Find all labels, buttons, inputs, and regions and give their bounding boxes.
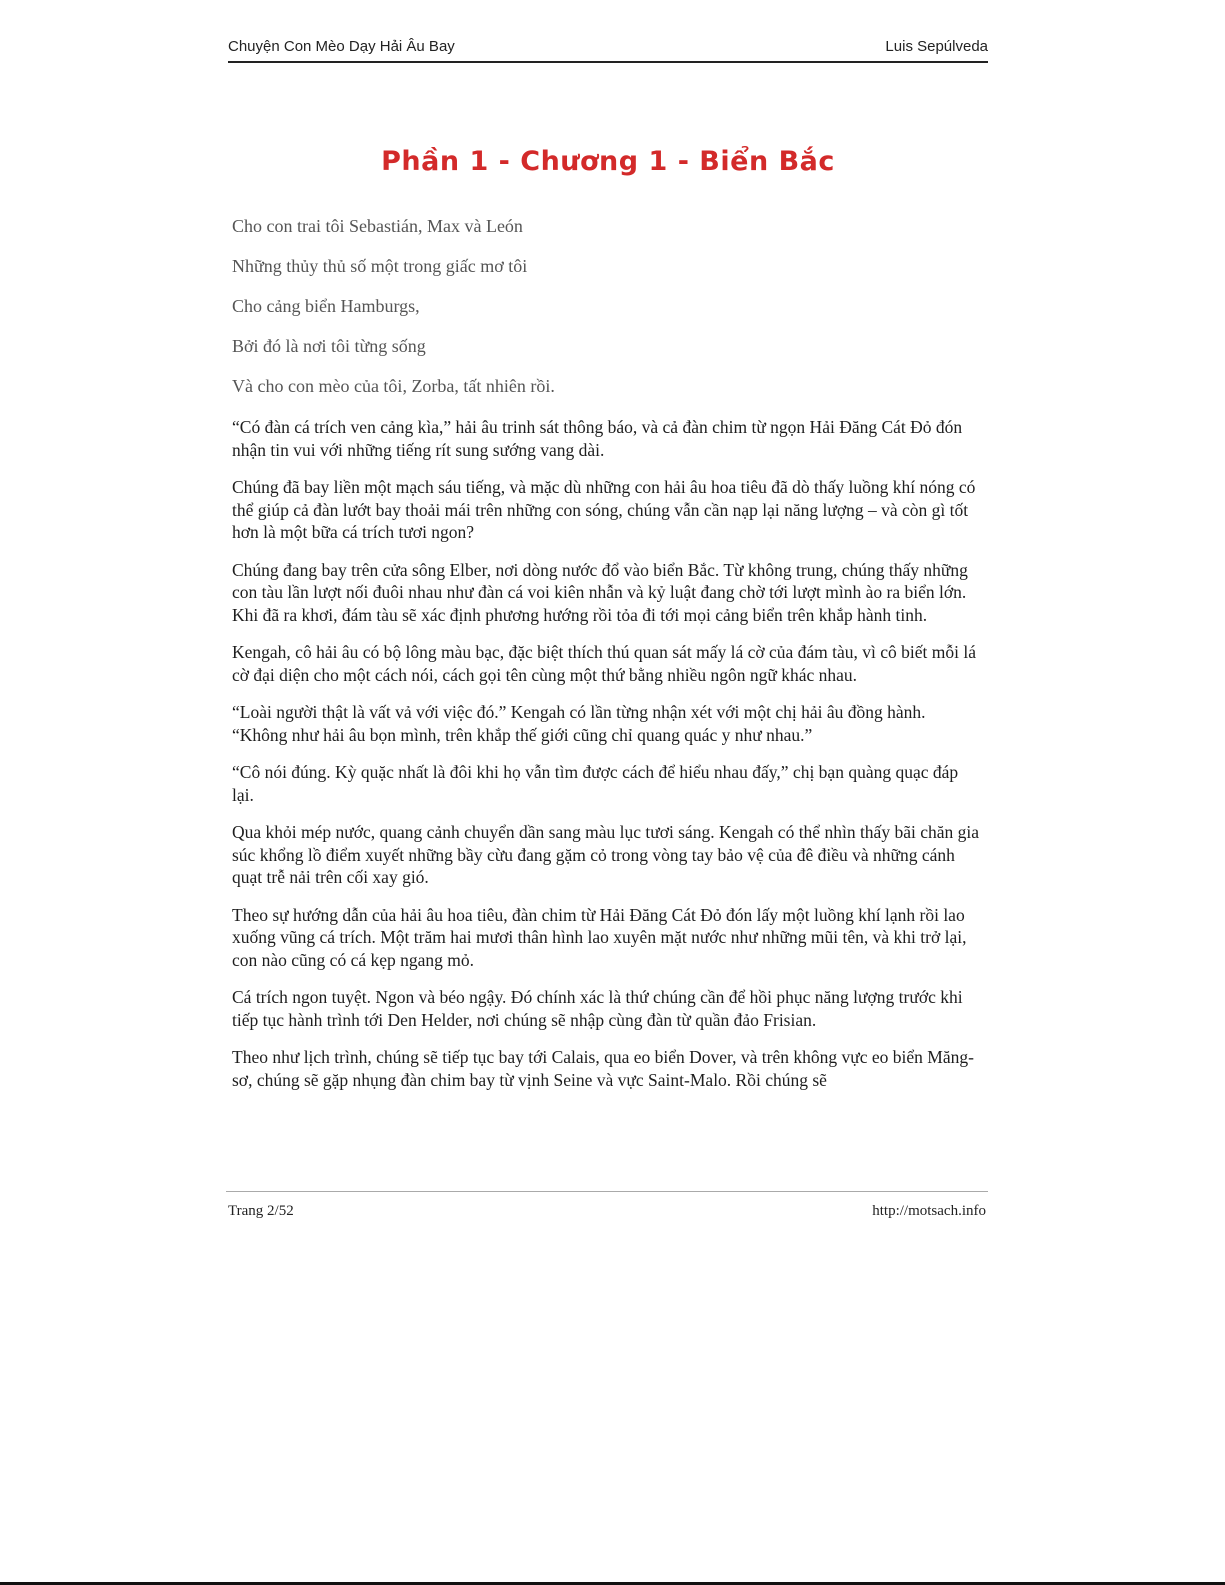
paragraph: Chúng đang bay trên cửa sông Elber, nơi dòng nước đổ vào biển Bắc. Từ không trung, chúng thấy những con tàu lần lượt nối đuôi nhau như đàn cá voi kiên nhẫn và kỷ luật đang chờ tới lượt mình ào ra biển lớn. Khi đã ra khơi, đám tàu sẽ xác định phương hướng rồi tỏa đi tới mọi cảng biển trên khắp hành tinh. [232,559,968,625]
book-title: Chuyện Con Mèo Dạy Hải Âu Bay [228,38,455,55]
dedication-line: Và cho con mèo của tôi, Zorba, tất nhiên rồi. [232,376,555,396]
dedication [232,216,984,397]
paragraph: “Có đàn cá trích ven cảng kìa,” hải âu trinh sát thông báo, và cả đàn chim từ ngọn Hải Đăng Cát Đỏ đón nhận tin vui với những tiếng rít sung sướng vang dài. [232,417,963,460]
paragraph: Chúng đã bay liền một mạch sáu tiếng, và mặc dù những con hải âu hoa tiêu đã dò thấy luồng khí nóng có thể giúp cả đàn lướt bay thoải mái trên những con sóng, chúng vẫn cần nạp lại năng lượng – và còn gì tốt hơn là một bữa cá trích tươi ngon? [232,477,976,542]
paragraph: Theo như lịch trình, chúng sẽ tiếp tục bay tới Calais, qua eo biển Dover, và trên không vực eo biển Măng-sơ, chúng sẽ gặp nhụng đàn chim bay từ vịnh Seine và vực Saint-Malo. Rồi chúng sẽ [232,1047,974,1090]
page-content [232,216,984,1106]
dedication-line: Những thủy thủ số một trong giấc mơ tôi [232,256,528,276]
page-header [228,38,988,63]
paragraph: “Cô nói đúng. Kỳ quặc nhất là đôi khi họ vẫn tìm được cách để hiểu nhau đấy,” chị bạn quàng quạc đáp lại. [232,762,959,805]
footer-divider [226,1191,988,1192]
site-link[interactable]: http://motsach.info [872,1203,986,1219]
chapter-body [232,416,984,1091]
page-number: Trang 2/52 [228,1203,294,1219]
dedication-line: Cho con trai tôi Sebastián, Max và León [232,216,523,236]
paragraph: Cá trích ngon tuyệt. Ngon và béo ngậy. Đó chính xác là thứ chúng cần để hồi phục năng lượng trước khi tiếp tục hành trình tới Den Helder, nơi chúng sẽ nhập cùng đàn từ quần đảo Frisian. [232,987,963,1030]
paragraph: Qua khỏi mép nước, quang cảnh chuyển dần sang màu lục tươi sáng. Kengah có thể nhìn thấy bãi chăn gia súc khổng lồ điểm xuyết những bầy cừu đang gặm cỏ trong vòng tay bảo vệ của đê điều và những cánh quạt trễ nải trên cối xay gió. [232,822,979,887]
paragraph: Theo sự hướng dẫn của hải âu hoa tiêu, đàn chim từ Hải Đăng Cát Đỏ đón lấy một luồng khí lạnh rồi lao xuống vũng cá trích. Một trăm hai mươi thân hình lao xuyên mặt nước như những mũi tên, và khi trở lại, con nào cũng có cá kẹp ngang mỏ. [232,904,967,970]
dedication-line: Bởi đó là nơi tôi từng sống [232,336,426,356]
page-footer [228,1203,986,1220]
paragraph: Kengah, cô hải âu có bộ lông màu bạc, đặc biệt thích thú quan sát mấy lá cờ của đám tàu, vì cô biết mỗi lá cờ đại diện cho một cách nói, cách gọi tên cùng một thứ bằng nhiều ngôn ngữ khác nhau. [232,642,977,685]
chapter-title: Phần 1 - Chương 1 - Biển Bắc [381,146,835,177]
author-name: Luis Sepúlveda [885,38,988,55]
dedication-line: Cho cảng biển Hamburgs, [232,296,420,316]
paragraph: “Loài người thật là vất vả với việc đó.” Kengah có lần từng nhận xét với một chị hải âu đồng hành. “Không như hải âu bọn mình, trên khắp thế giới cũng chỉ quang quác y như nhau.” [232,702,926,745]
